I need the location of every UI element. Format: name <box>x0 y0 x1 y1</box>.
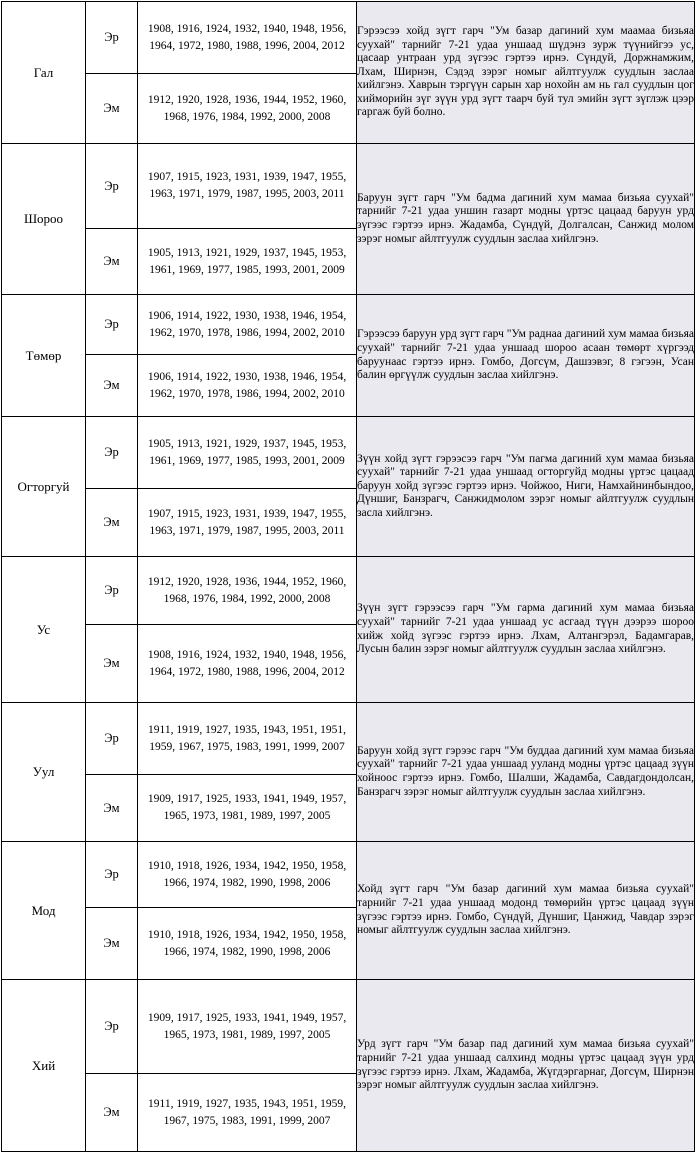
gender-female: Эм <box>86 489 138 557</box>
gender-female: Эм <box>86 355 138 417</box>
table-row <box>2 2 695 74</box>
male-years: 1909, 1917, 1925, 1933, 1941, 1949, 1957, 1965, 1973, 1981, 1989, 1997, 2005 <box>138 980 357 1074</box>
female-years: 1906, 1914, 1922, 1930, 1938, 1946, 1954, 1962, 1970, 1978, 1986, 1994, 2002, 2010 <box>138 355 357 417</box>
female-years: 1907, 1915, 1923, 1931, 1939, 1947, 1955, 1963, 1971, 1979, 1987, 1995, 2003, 2011 <box>138 489 357 557</box>
table-row <box>2 417 695 489</box>
gender-female: Эм <box>86 229 138 295</box>
element-name: Төмөр <box>2 295 86 417</box>
element-name: Хий <box>2 980 86 1152</box>
gender-female: Эм <box>86 74 138 144</box>
table-row <box>2 295 695 355</box>
male-years: 1907, 1915, 1923, 1931, 1939, 1947, 1955, 1963, 1971, 1979, 1987, 1995, 2003, 2011 <box>138 144 357 229</box>
gender-female: Эм <box>86 1074 138 1152</box>
gender-female: Эм <box>86 775 138 842</box>
female-years: 1905, 1913, 1921, 1929, 1937, 1945, 1953, 1961, 1969, 1977, 1985, 1993, 2001, 2009 <box>138 229 357 295</box>
male-years: 1911, 1919, 1927, 1935, 1943, 1951, 1951, 1959, 1967, 1975, 1983, 1991, 1999, 2007 <box>138 703 357 775</box>
female-years: 1910, 1918, 1926, 1934, 1942, 1950, 1958, 1966, 1974, 1982, 1990, 1998, 2006 <box>138 908 357 980</box>
female-years: 1909, 1917, 1925, 1933, 1941, 1949, 1957, 1965, 1973, 1981, 1989, 1997, 2005 <box>138 775 357 842</box>
ritual-description: Хойд зүгт гарч "Ум базар дагиний хум мамаа бизьяа суухай" тарнийг 7-21 удаа уншаад модонд төмөрийн үртэс цацаад зүүн зүгээс гэртээ ирнэ. Гомбо, Сүндүй, Дүншиг, Цанжид, Чавдар зэрэг номыг айлтгуулж суудлын заслаа хийлгэнэ. <box>357 842 695 980</box>
gender-male: Эр <box>86 295 138 355</box>
gender-male: Эр <box>86 557 138 625</box>
gender-male: Эр <box>86 2 138 74</box>
element-name: Мод <box>2 842 86 980</box>
element-name: Огторгуй <box>2 417 86 557</box>
female-years: 1908, 1916, 1924, 1932, 1940, 1948, 1956, 1964, 1972, 1980, 1988, 1996, 2004, 2012 <box>138 625 357 703</box>
gender-male: Эр <box>86 144 138 229</box>
element-name: Ус <box>2 557 86 703</box>
ritual-description: Гэрээсээ баруун урд зүгт гарч "Ум раднаа дагиний хум мамаа бизьяа суухай" тарнийг 7-21 удаа уншаад шороо асаан төмөрт хүргээд баруунаас гэртээ ирнэ. Гомбо, Догсүм, Дашзэвэг, 8 гэгээн, Усан балин өргүүлж суудлын заслаа хийлгэнэ. <box>357 295 695 417</box>
gender-male: Эр <box>86 980 138 1074</box>
male-years: 1912, 1920, 1928, 1936, 1944, 1952, 1960, 1968, 1976, 1984, 1992, 2000, 2008 <box>138 557 357 625</box>
ritual-description: Баруун хойд зүгт гэрээс гарч "Ум буддаа дагиний хум мамаа бизьяа суухай" тарнийг 7-21 удаа уншаад ууланд модны үртэс цацаад зүүн хойноос гэртээ ирнэ. Гомбо, Шалши, Жадамба, Савдагдондолсан, Банзрагч зэрэг номыг айлтгуулж суудлын заслаа хийлгэнэ. <box>357 703 695 842</box>
female-years: 1912, 1920, 1928, 1936, 1944, 1952, 1960, 1968, 1976, 1984, 1992, 2000, 2008 <box>138 74 357 144</box>
gender-female: Эм <box>86 908 138 980</box>
table-row <box>2 557 695 625</box>
element-name: Уул <box>2 703 86 842</box>
female-years: 1911, 1919, 1927, 1935, 1943, 1951, 1959, 1967, 1975, 1983, 1991, 1999, 2007 <box>138 1074 357 1152</box>
gender-male: Эр <box>86 703 138 775</box>
ritual-description: Урд зүгт гарч "Ум базар пад дагиний хум мамаа бизьяа суухай" тарнийг 7-21 удаа уншаад салхинд модны үртэс цацаад зүүн урд зүгээс гэртээ ирнэ. Лхам, Жадамба, Жүгдэргарнаг, Догсүм, Ширнэн зэрэг номыг айлтгуулж суудлын заслаа хийлгэнэ. <box>357 980 695 1152</box>
gender-female: Эм <box>86 625 138 703</box>
table-row <box>2 144 695 229</box>
element-table <box>1 1 695 1152</box>
element-name: Гал <box>2 2 86 144</box>
ritual-description: Баруун зүгт гарч "Ум бадма дагиний хум мамаа бизьяа суухай" тарнийг 7-21 удаа уншин газарт модны үртэс цацаад баруун урд зүгээс гэртээ ирнэ. Жадамба, Сүндүй, Долгалсан, Санжид молом зэрэг номыг айлтгуулж суудлын заслаа хийлгэнэ. <box>357 144 695 295</box>
male-years: 1908, 1916, 1924, 1932, 1940, 1948, 1956, 1964, 1972, 1980, 1988, 1996, 2004, 2012 <box>138 2 357 74</box>
table-row <box>2 703 695 775</box>
ritual-description: Гэрээсээ хойд зүгт гарч "Ум базар дагиний хум маамаа бизьяа суухай" тарнийг 7-21 удаа уншаад шүдэнз зурж түүнийгээ ус, цасаар унтраан урд зүгээс гэртээ ирнэ. Сүндуй, Доржнамжим, Лхам, Ширнэн, Сэдэд зэрэг номыг айлтгуулж суудлын заслаа хийлгэнэ. Хаврын тэргүүн сарын хар нохойн ам нь гал суудлын цог хийморийн зүг зүүн урд зүгт таарч буй тул эмийн зүгт зүглэж цээр гаргаж буй болно. <box>357 2 695 144</box>
ritual-description: Зүүн зүгт гэрээсээ гарч "Ум гарма дагиний хум мамаа бизьяа суухай" тарнийг 7-21 удаа уншаад ус асгаад түүн дээрээ шороо хийж хойд зүгээс гэртээ ирнэ. Лхам, Алтангэрэл, Бадамгарав, Лусын балин зэрэг номыг айлтгуулж суудлын заслаа хийлгэнэ. <box>357 557 695 703</box>
gender-male: Эр <box>86 842 138 908</box>
element-name: Шороо <box>2 144 86 295</box>
ritual-description: Зүүн хойд зүгт гэрээсээ гарч "Ум пагма дагиний хум мамаа бизьяа суухай" тарнийг 7-21 удаа уншаад огторгуйд модны үртэс цацаад баруун хойд зүгээс гэртээ ирнэ. Чойжоо, Ниги, Намхайнинбындоо, Дүншиг, Банзрагч, Санжидмолом зэрэг номыг айлтгуулж суудлын засла хийлгэнэ. <box>357 417 695 557</box>
gender-male: Эр <box>86 417 138 489</box>
male-years: 1906, 1914, 1922, 1930, 1938, 1946, 1954, 1962, 1970, 1978, 1986, 1994, 2002, 2010 <box>138 295 357 355</box>
male-years: 1910, 1918, 1926, 1934, 1942, 1950, 1958, 1966, 1974, 1982, 1990, 1998, 2006 <box>138 842 357 908</box>
table-row <box>2 980 695 1074</box>
male-years: 1905, 1913, 1921, 1929, 1937, 1945, 1953, 1961, 1969, 1977, 1985, 1993, 2001, 2009 <box>138 417 357 489</box>
table-row <box>2 842 695 908</box>
